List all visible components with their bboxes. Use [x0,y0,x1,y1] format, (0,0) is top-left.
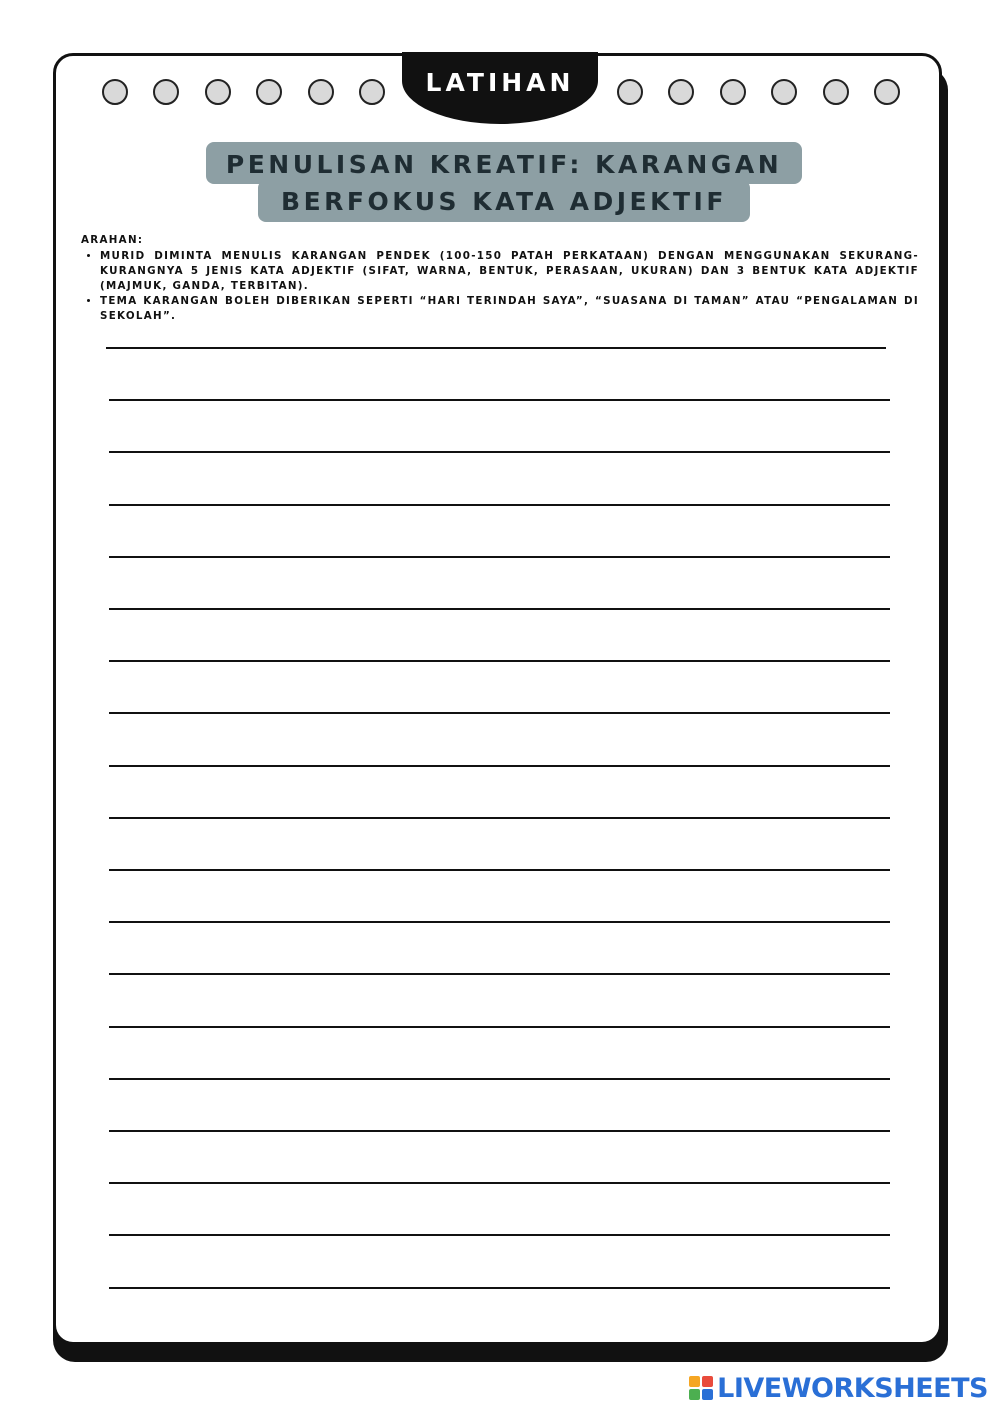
writing-line[interactable] [109,921,890,923]
watermark-text: LIVEWORKSHEETS [717,1373,988,1404]
binder-ring [153,79,179,105]
liveworksheets-watermark [689,1373,988,1404]
tab-label: LATIHAN [425,68,575,97]
writing-line[interactable] [109,1234,890,1236]
binder-ring [205,79,231,105]
binder-ring [308,79,334,105]
directions-list [81,249,919,324]
directions-heading: ARAHAN: [81,234,144,246]
binder-ring [256,79,282,105]
writing-line[interactable] [109,504,890,506]
direction-item: • MURID DIMINTA MENULIS KARANGAN PENDEK (100-150 PATAH PERKATAAN) DENGAN MENGGUNAKAN SEKURANG-KURANGNYA 5 JENIS KATA ADJEKTIF (SIFAT, WARNA, BENTUK, PERASAAN, UKURAN) DAN 3 BENTUK KATA ADJEKTIF (MAJMUK, GANDA, TERBITAN). [100,249,919,294]
writing-line[interactable] [109,765,890,767]
binder-ring [771,79,797,105]
binder-ring [823,79,849,105]
binder-ring [617,79,643,105]
binder-ring [874,79,900,105]
writing-line[interactable] [109,451,890,453]
writing-line[interactable] [106,347,886,349]
writing-line[interactable] [109,1026,890,1028]
title-line-1: PENULISAN KREATIF: KARANGAN [225,150,783,179]
writing-line[interactable] [109,660,890,662]
binder-ring [668,79,694,105]
writing-line[interactable] [109,1130,890,1132]
liveworksheets-logo-icon [689,1376,715,1402]
directions-block [81,233,919,324]
writing-line[interactable] [109,817,890,819]
direction-item: • TEMA KARANGAN BOLEH DIBERIKAN SEPERTI “HARI TERINDAH SAYA”, “SUASANA DI TAMAN” ATAU “PENGALAMAN DI SEKOLAH”. [100,294,919,324]
writing-line[interactable] [109,1287,890,1289]
writing-line[interactable] [109,1078,890,1080]
binder-ring [720,79,746,105]
worksheet-title [206,146,802,220]
binder-ring [102,79,128,105]
writing-line[interactable] [109,1182,890,1184]
writing-line[interactable] [109,712,890,714]
title-line-2: BERFOKUS KATA ADJEKTIF [281,187,727,216]
writing-line[interactable] [109,399,890,401]
writing-line[interactable] [109,608,890,610]
binder-ring [359,79,385,105]
writing-line[interactable] [109,973,890,975]
writing-line[interactable] [109,556,890,558]
writing-line[interactable] [109,869,890,871]
